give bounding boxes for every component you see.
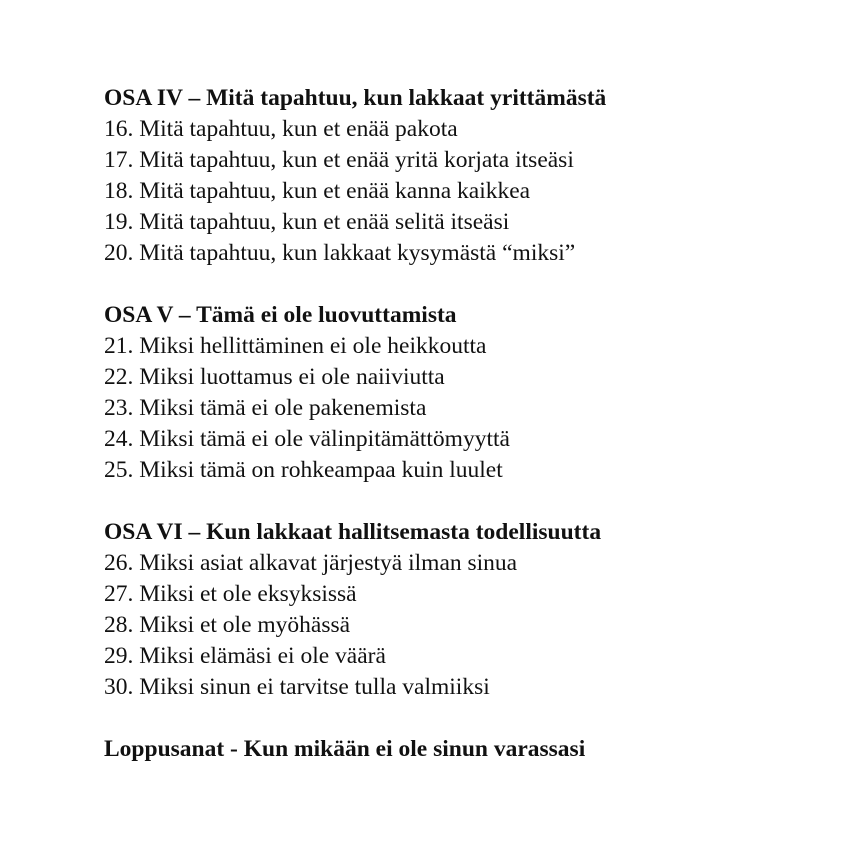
section-heading: OSA VI – Kun lakkaat hallitsemasta todellisuutta (104, 519, 602, 545)
section-heading: OSA V – Tämä ei ole luovuttamista (104, 302, 457, 328)
section-heading: OSA IV – Mitä tapahtuu, kun lakkaat yrittämästä (104, 85, 607, 111)
chapter-item: 24. Miksi tämä ei ole välinpitämättömyyttä (104, 426, 510, 452)
section-osa-v (104, 300, 844, 486)
chapter-item: 21. Miksi hellittäminen ei ole heikkoutta (104, 333, 487, 359)
chapter-item: 27. Miksi et ole eksyksissä (104, 581, 357, 607)
chapter-item: 20. Mitä tapahtuu, kun lakkaat kysymästä “miksi” (104, 240, 576, 266)
table-of-contents (104, 83, 844, 765)
chapter-item: 19. Mitä tapahtuu, kun et enää selitä itseäsi (104, 209, 510, 235)
chapter-item: 30. Miksi sinun ei tarvitse tulla valmiiksi (104, 674, 490, 700)
epilogue-heading: Loppusanat - Kun mikään ei ole sinun varassasi (104, 736, 586, 762)
chapter-item: 18. Mitä tapahtuu, kun et enää kanna kaikkea (104, 178, 531, 204)
section-osa-vi (104, 517, 844, 703)
chapter-item: 28. Miksi et ole myöhässä (104, 612, 351, 638)
chapter-item: 23. Miksi tämä ei ole pakenemista (104, 395, 427, 421)
chapter-item: 16. Mitä tapahtuu, kun et enää pakota (104, 116, 458, 142)
chapter-item: 29. Miksi elämäsi ei ole väärä (104, 643, 386, 669)
chapter-item: 25. Miksi tämä on rohkeampaa kuin luulet (104, 457, 503, 483)
chapter-item: 22. Miksi luottamus ei ole naiiviutta (104, 364, 445, 390)
chapter-item: 26. Miksi asiat alkavat järjestyä ilman sinua (104, 550, 518, 576)
chapter-item: 17. Mitä tapahtuu, kun et enää yritä korjata itseäsi (104, 147, 574, 173)
section-osa-iv (104, 83, 844, 269)
